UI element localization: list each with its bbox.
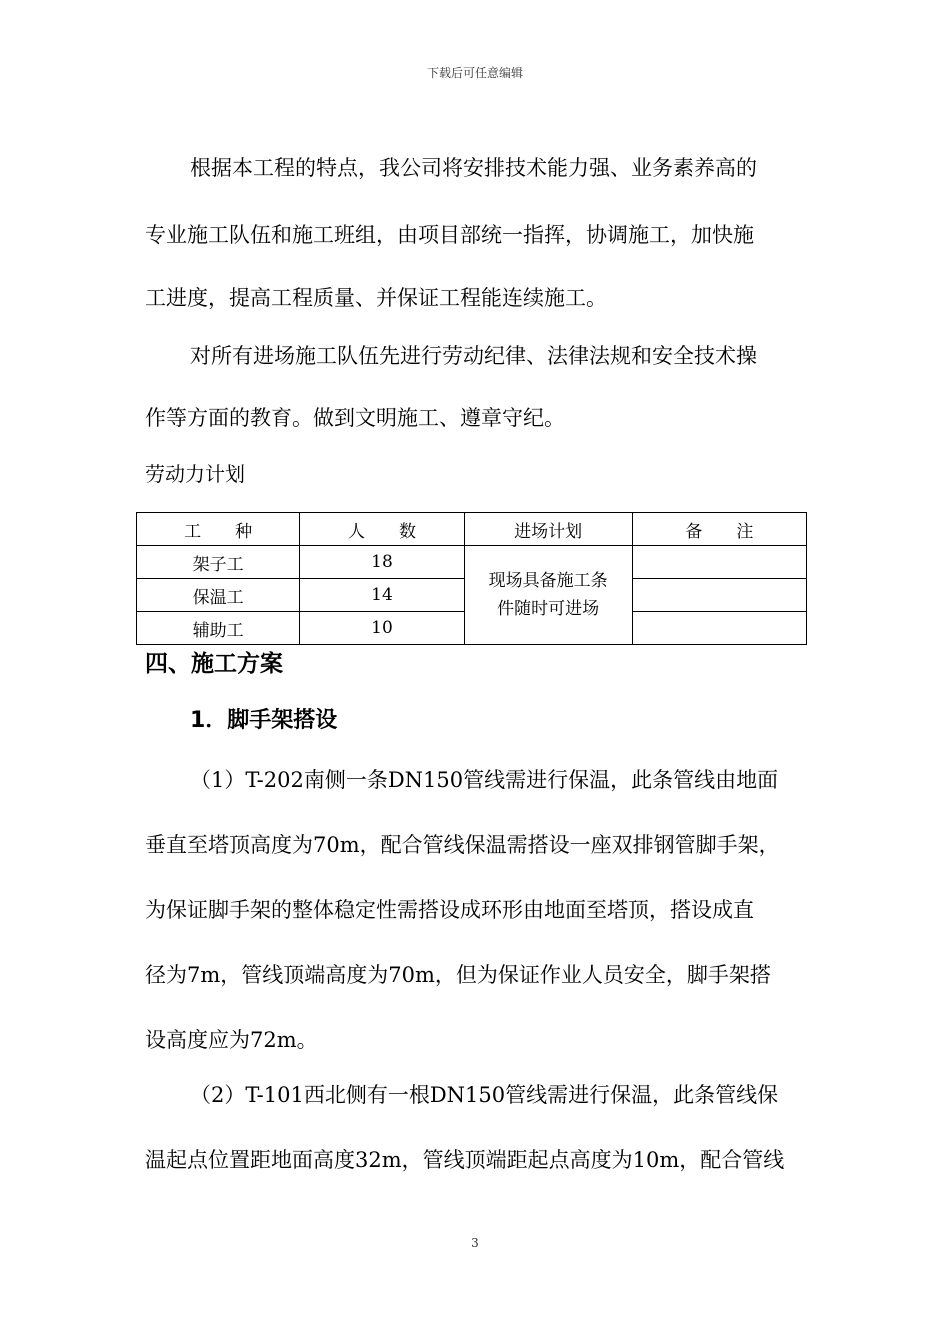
item1-line5: 设高度应为72m。	[145, 1028, 318, 1052]
cell-remarks	[632, 612, 806, 645]
item1-line2: 垂直至塔顶高度为70m，配合管线保温需搭设一座双排钢管脚手架，	[145, 833, 780, 857]
item2-line1: （2）T-101西北侧有一根DN150管线需进行保温，此条管线保	[190, 1083, 779, 1107]
cell-type: 架子工	[137, 546, 300, 579]
cell-entry-plan	[464, 546, 632, 645]
entry-plan-line2: 件随时可进场	[497, 599, 600, 619]
cell-type: 保温工	[137, 579, 300, 612]
paragraph1-line2: 专业施工队伍和施工班组，由项目部统一指挥，协调施工，加快施	[145, 223, 754, 247]
labor-plan-table	[136, 512, 807, 645]
cell-type: 辅助工	[137, 612, 300, 645]
page-header: 下载后可任意编辑	[426, 66, 523, 80]
page-number: 3	[471, 1236, 479, 1250]
cell-count: 10	[300, 612, 464, 645]
cell-count: 14	[300, 579, 464, 612]
paragraph2-line1: 对所有进场施工队伍先进行劳动纪律、法律法规和安全技术操	[190, 344, 757, 368]
cell-count: 18	[300, 546, 464, 579]
cell-remarks	[632, 546, 806, 579]
paragraph1-line1: 根据本工程的特点，我公司将安排技术能力强、业务素养高的	[190, 156, 757, 180]
paragraph1-line3: 工进度，提高工程质量、并保证工程能连续施工。	[145, 286, 607, 310]
header-count: 人 数	[300, 513, 464, 546]
item1-line1: （1）T-202南侧一条DN150管线需进行保温，此条管线由地面	[190, 768, 779, 792]
item1-line4: 径为7m，管线顶端高度为70m，但为保证作业人员安全，脚手架搭	[145, 963, 771, 987]
header-remarks: 备 注	[632, 513, 806, 546]
subsection-heading: 1．脚手架搭设	[190, 708, 338, 733]
table-row	[137, 546, 807, 579]
entry-plan-line1: 现场具备施工条	[488, 571, 608, 591]
cell-remarks	[632, 579, 806, 612]
item1-line3: 为保证脚手架的整体稳定性需搭设成环形由地面至塔顶，搭设成直	[145, 898, 754, 922]
table-header-row	[137, 513, 807, 546]
paragraph2-line2: 作等方面的教育。做到文明施工、遵章守纪。	[145, 406, 565, 430]
section-heading: 四、施工方案	[145, 651, 283, 677]
header-type: 工 种	[137, 513, 300, 546]
labor-plan-title: 劳动力计划	[145, 462, 245, 486]
item2-line2: 温起点位置距地面高度32m，管线顶端距起点高度为10m，配合管线	[145, 1148, 785, 1172]
header-entry-plan: 进场计划	[464, 513, 632, 546]
